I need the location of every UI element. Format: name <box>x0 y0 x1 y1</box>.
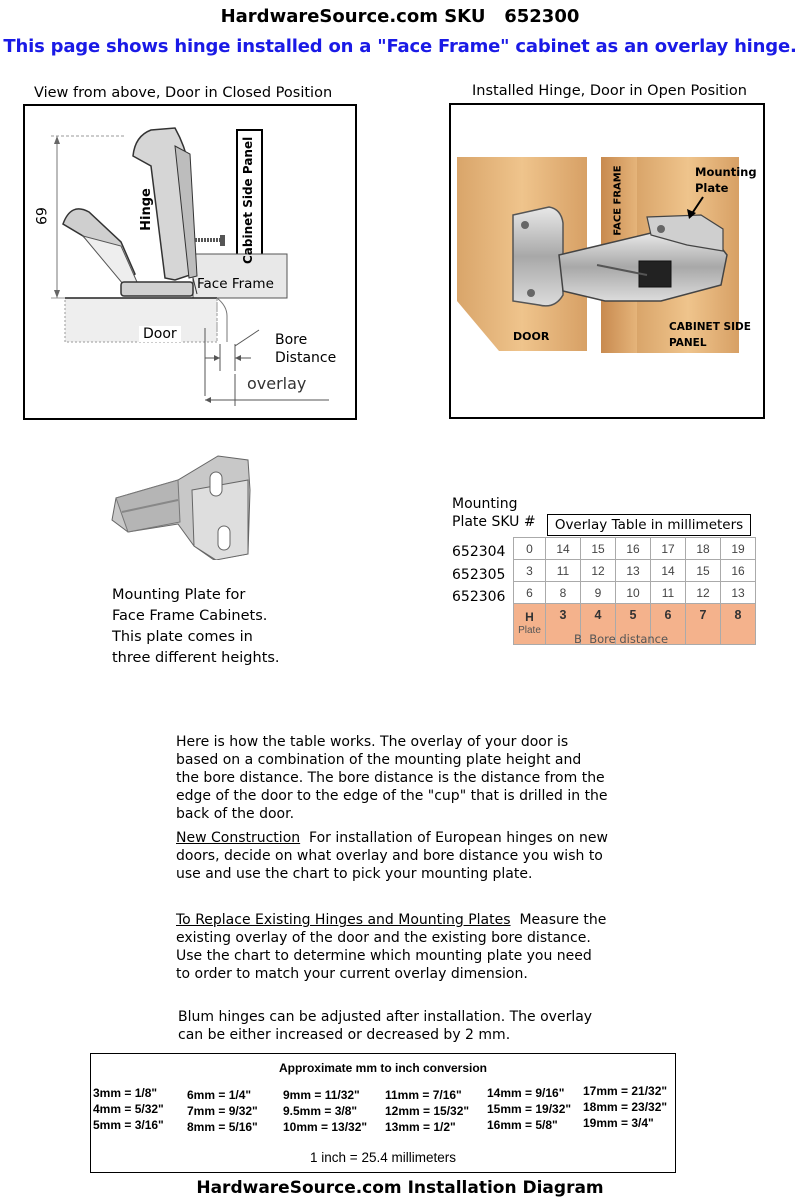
replace-hinges-text: Measure the existing overlay of the door and the existing bore distance. Use the chart to determine which mounting plate you need to order to match your current overlay dimension. <box>176 912 607 982</box>
table-row <box>514 538 756 560</box>
table-cell: 18 <box>686 538 721 560</box>
bore-cell: 5 <box>616 604 651 645</box>
table-cell: 14 <box>546 538 581 560</box>
page-subtitle: This page shows hinge installed on a "Face Frame" cabinet as an overlay hinge. <box>3 36 797 57</box>
hinge-diagram-drawing <box>25 106 355 418</box>
table-cell: 19 <box>721 538 756 560</box>
conversion-entry: 10mm = 13/32" <box>283 1120 368 1134</box>
table-cell: 16 <box>616 538 651 560</box>
h-label: H <box>525 610 534 624</box>
bore-cell: 3 <box>546 604 581 645</box>
instructions-paragraph-4: Blum hinges can be adjusted after installation. The overlay can be either increased or decreased by 2 mm. <box>178 1009 593 1043</box>
sku-list <box>452 541 505 609</box>
sku-652304: 652304 <box>452 544 506 560</box>
instructions-paragraph-2 <box>176 829 608 883</box>
distance-label: Distance <box>275 350 337 366</box>
conversion-entry: 18mm = 23/32" <box>583 1100 668 1114</box>
plate-height-cell: 6 <box>514 582 546 604</box>
table-cell: 13 <box>721 582 756 604</box>
bore-cell: 7 <box>686 604 721 645</box>
mounting-plate-caption <box>112 585 280 669</box>
conversion-entry: 4mm = 5/32" <box>93 1102 164 1116</box>
cabinet-side-photo-label: CABINET SIDE <box>669 321 751 333</box>
new-construction-heading: New Construction <box>176 830 301 846</box>
bore-label: Bore <box>275 332 308 348</box>
h-plate-cell <box>514 604 546 645</box>
conversion-entry: 5mm = 3/16" <box>93 1118 164 1132</box>
conversion-footer: 1 inch = 25.4 millimeters <box>310 1150 456 1165</box>
conversion-entry: 19mm = 3/4" <box>583 1116 654 1130</box>
table-row <box>514 560 756 582</box>
mounting-sku-header <box>452 495 536 531</box>
hinge-label: Hinge <box>138 188 154 231</box>
table-cell: 17 <box>651 538 686 560</box>
mounting-plate-image <box>108 450 258 560</box>
sku-header-line-2: Plate SKU # <box>452 514 536 530</box>
sku-652306: 652306 <box>452 589 506 605</box>
table-cell: 10 <box>616 582 651 604</box>
bore-cell: 8 <box>721 604 756 645</box>
conversion-entry: 12mm = 15/32" <box>385 1104 470 1118</box>
door-photo-label: DOOR <box>513 330 550 343</box>
sku-header-line-1: Mounting <box>452 496 518 512</box>
instructions-paragraph-1: Here is how the table works. The overlay of your door is based on a combination of the mounting plate height and the bore distance. The bore distance is the distance from the edge of the door to the edge of the "cup" that is drilled in the back of the door. <box>176 734 608 822</box>
face-frame-label: Face Frame <box>197 276 274 292</box>
table-cell: 13 <box>616 560 651 582</box>
table-cell: 15 <box>581 538 616 560</box>
bore-cell: 4 <box>581 604 616 645</box>
table-cell: 12 <box>686 582 721 604</box>
panel-photo-label: PANEL <box>669 337 707 349</box>
conversion-entry: 6mm = 1/4" <box>187 1088 252 1102</box>
conversion-entry: 16mm = 5/8" <box>487 1118 558 1132</box>
bore-cell: 6 <box>651 604 686 645</box>
door-label: Door <box>139 326 181 342</box>
conversion-title: Approximate mm to inch conversion <box>278 1061 488 1075</box>
plate-height-cell: 0 <box>514 538 546 560</box>
overlay-label: overlay <box>247 374 307 393</box>
sku-652305: 652305 <box>452 566 506 583</box>
conversion-entry: 13mm = 1/2" <box>385 1120 456 1134</box>
face-frame-photo-label: FACE FRAME <box>612 165 624 236</box>
conversion-entry: 9.5mm = 3/8" <box>283 1104 358 1118</box>
instructions-paragraph-3 <box>176 911 608 983</box>
closed-position-diagram <box>23 104 357 420</box>
table-row <box>514 582 756 604</box>
conversion-entry: 7mm = 9/32" <box>187 1104 258 1118</box>
conversion-entry: 17mm = 21/32" <box>583 1084 668 1098</box>
table-cell: 14 <box>651 560 686 582</box>
table-cell: 11 <box>651 582 686 604</box>
table-cell: 8 <box>546 582 581 604</box>
conversion-entry: 14mm = 9/16" <box>487 1086 565 1100</box>
new-construction-text: For installation of European hinges on new doors, decide on what overlay and bore distance you wish to use and use the chart to pick your mounting plate. <box>176 830 608 882</box>
cabinet-side-panel-label: Cabinet Side Panel <box>241 136 255 264</box>
conversion-entry: 3mm = 1/8" <box>93 1086 158 1100</box>
conversion-entry: 11mm = 7/16" <box>385 1088 462 1102</box>
mounting-plate-line-3: This plate comes in <box>112 629 253 645</box>
conversion-box <box>90 1053 676 1173</box>
mounting-plate-line-1: Mounting Plate for <box>112 587 246 603</box>
table-cell: 16 <box>721 560 756 582</box>
conversion-entry: 9mm = 11/32" <box>283 1088 360 1102</box>
table-cell: 9 <box>581 582 616 604</box>
plate-label: Plate <box>695 181 729 195</box>
left-diagram-caption: View from above, Door in Closed Position <box>34 85 333 101</box>
mounting-label: Mounting <box>695 165 757 179</box>
mounting-plate-line-2: Face Frame Cabinets. <box>112 608 268 624</box>
replace-hinges-heading: To Replace Existing Hinges and Mounting Plates <box>176 912 511 928</box>
table-cell: 12 <box>581 560 616 582</box>
table-cell: 15 <box>686 560 721 582</box>
overlay-table <box>513 537 756 645</box>
right-photo-caption: Installed Hinge, Door in Open Position <box>472 83 747 99</box>
bore-distance-caption: B Bore distance <box>574 632 669 646</box>
installed-hinge-drawing <box>451 105 763 417</box>
dimension-69-label: 69 <box>31 207 48 225</box>
page-footer: HardwareSource.com Installation Diagram <box>196 1178 604 1198</box>
plate-label: Plate <box>518 625 541 636</box>
conversion-entry: 15mm = 19/32" <box>487 1102 572 1116</box>
overlay-table-title: Overlay Table in millimeters <box>547 514 751 536</box>
plate-height-cell: 3 <box>514 560 546 582</box>
page-title: HardwareSource.com SKU 652300 <box>220 6 580 27</box>
mounting-plate-line-4: three different heights. <box>112 650 280 666</box>
table-cell: 11 <box>546 560 581 582</box>
conversion-entry: 8mm = 5/16" <box>187 1120 258 1134</box>
open-position-photo <box>449 103 765 419</box>
